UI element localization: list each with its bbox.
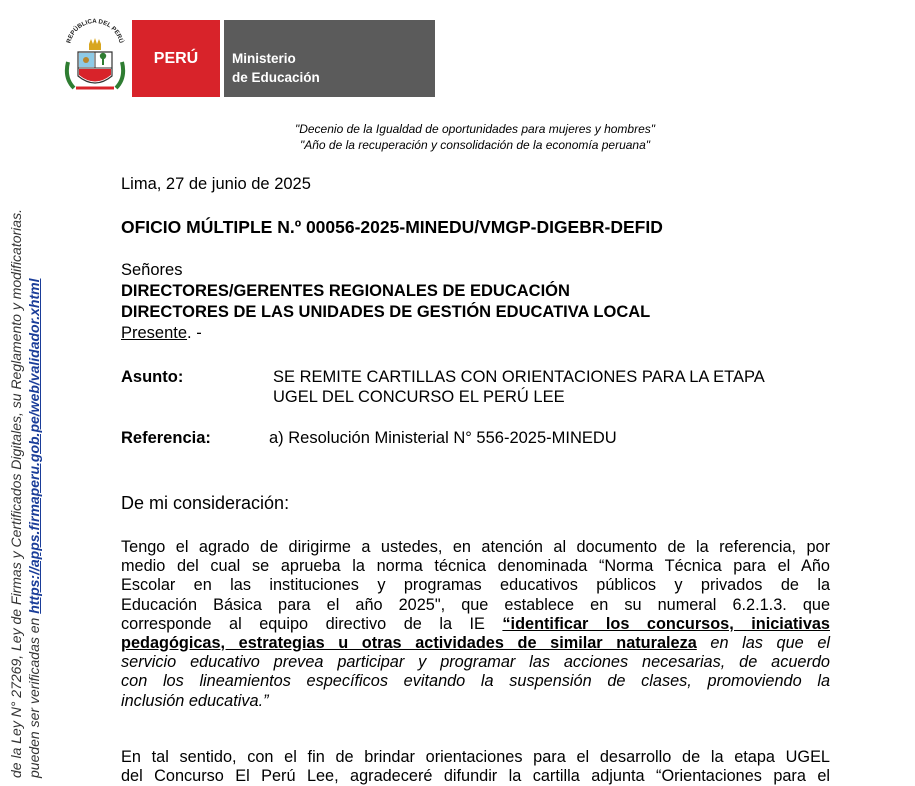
p1-line (121, 615, 830, 634)
paragraph-2 (121, 748, 830, 786)
p1-line (121, 634, 830, 653)
p1-l5-emphasis: “identificar los concursos, iniciativas (502, 614, 830, 633)
p1-line: Tengo el agrado de dirigirme a ustedes, en atención al documento de la referencia, por (121, 538, 830, 556)
p1-l6-emphasis: pedagógicas, estrategias u otras actividades de similar naturaleza (121, 634, 697, 653)
ministry-label (224, 20, 435, 97)
p1-line: Educación Básica para el año 2025", que establece en su numeral 6.2.1.3. que (121, 595, 830, 614)
date-line: Lima, 27 de junio de 2025 (121, 175, 311, 193)
referencia-label: Referencia: (121, 429, 211, 447)
p1-line: servicio educativo prevea participar y programar las acciones necesarias, de acuerdo (121, 653, 830, 672)
shield-text: REPÚBLICA DEL PERÚ (65, 18, 125, 45)
country-label: PERÚ (132, 20, 220, 97)
p1-line: medio del cual se aprueba la norma técnica denominada “Norma Técnica para el Año (121, 557, 830, 576)
presente-word: Presente (121, 324, 188, 342)
side-note-prefix: pueden ser verificadas en (26, 613, 42, 778)
motto-1: "Decenio de la Igualdad de oportunidades para mujeres y hombres" (294, 122, 656, 136)
p1-l5-prefix: corresponde al equipo directivo de la IE (121, 614, 503, 633)
greeting: De mi consideración: (121, 493, 290, 513)
coat-of-arms-icon (62, 18, 128, 94)
recipient-1: DIRECTORES/GERENTES REGIONALES DE EDUCACIÓN (121, 282, 570, 300)
side-note-line1: de la Ley N° 27269, Ley de Firmas y Certificados Digitales, su Reglamento y modificatorias. (8, 209, 24, 778)
referencia-value: a) Resolución Ministerial N° 556-2025-MINEDU (269, 429, 617, 447)
ministry-line2: de Educación (232, 70, 320, 85)
validator-link[interactable]: https://apps.firmaperu.gob.pe/web/validador.xhtml (26, 278, 42, 614)
side-note-line2 (26, 279, 42, 779)
salutation: Señores (121, 261, 183, 279)
motto-2: "Año de la recuperación y consolidación de la economía peruana" (299, 138, 651, 152)
presente-suffix: . - (187, 324, 202, 342)
p2-line: En tal sentido, con el fin de brindar orientaciones para el desarrollo de la etapa UGEL (121, 748, 830, 766)
recipient-2: DIRECTORES DE LAS UNIDADES DE GESTIÓN EDUCATIVA LOCAL (121, 303, 651, 321)
paragraph-1 (121, 538, 830, 711)
asunto-line-1: SE REMITE CARTILLAS CON ORIENTACIONES PARA LA ETAPA (273, 368, 765, 386)
presente-line (121, 324, 202, 343)
asunto-label: Asunto: (121, 368, 184, 386)
p2-line: del Concurso El Perú Lee, agradeceré difundir la cartilla adjunta “Orientaciones para el (121, 767, 830, 786)
asunto-line-2: UGEL DEL CONCURSO EL PERÚ LEE (273, 388, 565, 406)
p1-line: inclusión educativa.” (121, 691, 269, 710)
p1-l6-italic: en las que el (696, 634, 830, 653)
p1-line: Escolar en las instituciones y programas educativos públicos y privados de la (121, 576, 830, 595)
p1-line: con los lineamientos específicos evitando la suspensión de clases, promoviendo la (121, 672, 830, 691)
document-title: OFICIO MÚLTIPLE N.º 00056-2025-MINEDU/VMGP-DIGEBR-DEFID (121, 217, 663, 237)
ministry-line1: Ministerio (232, 51, 296, 66)
